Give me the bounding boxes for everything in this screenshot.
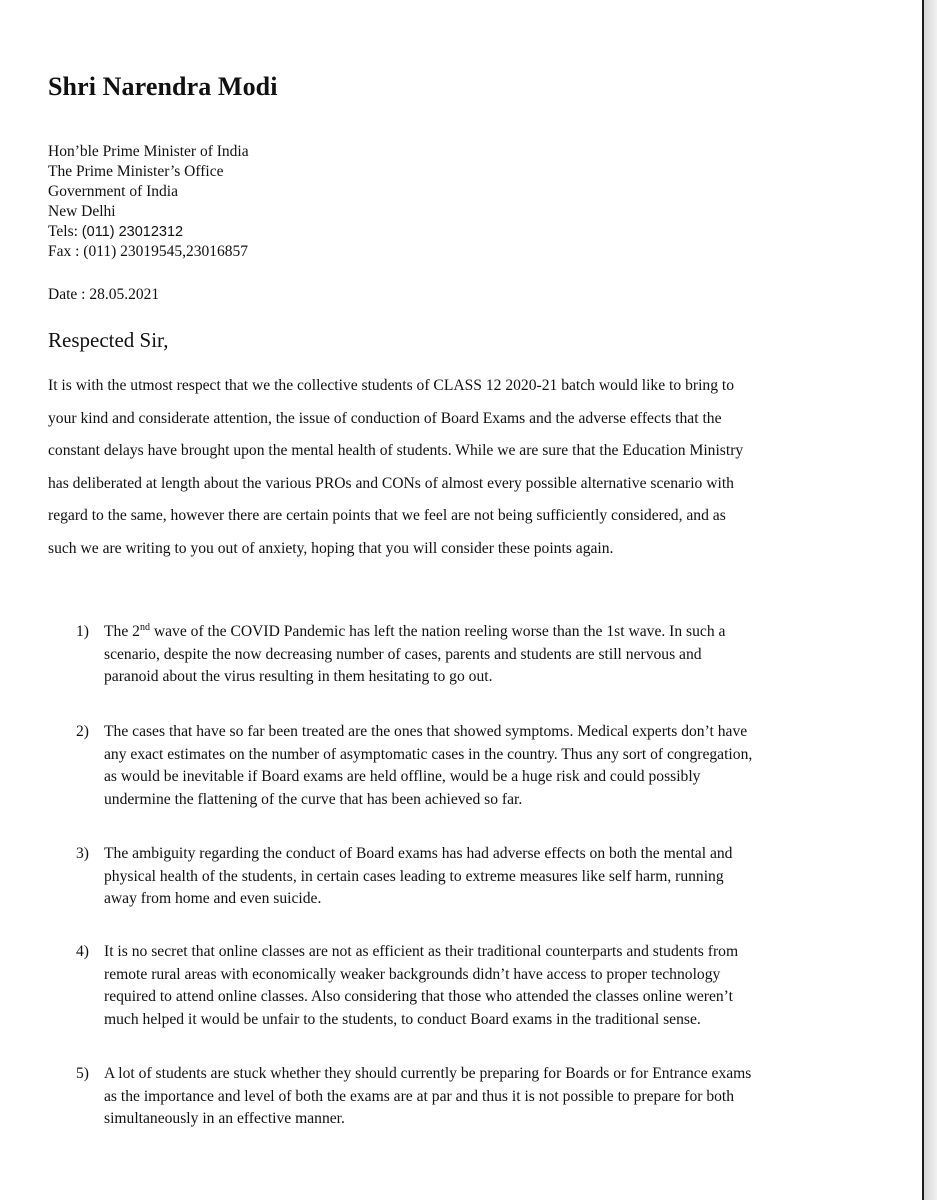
list-item-line: undermine the flattening of the curve that has been achieved so far.: [104, 790, 523, 808]
list-item-number: 1): [76, 623, 89, 640]
list-item-line: any exact estimates on the number of asymptomatic cases in the country. Thus any sort of congregation,: [104, 745, 753, 763]
list-item-text: [104, 621, 889, 689]
list-item-line: as would be inevitable if Board exams are held offline, would be a huge risk and could possibly: [104, 768, 701, 786]
intro-line: has deliberated at length about the various PROs and CONs of almost every possible alternative scenario with: [48, 474, 734, 492]
list-item-text: [104, 721, 889, 811]
list-item-line: away from home and even suicide.: [104, 890, 322, 908]
list-item-line: It is no secret that online classes are not as efficient as their traditional counterparts and students from: [104, 943, 739, 960]
telephone-label: Tels:: [48, 223, 82, 240]
intro-paragraph: [48, 370, 898, 566]
list-item-text-part: The 2: [104, 623, 140, 640]
list-item-line: as the importance and level of both the exams are at par and thus it is not possible to prepare for both: [104, 1087, 735, 1105]
telephone-number: (011) 23012312: [81, 224, 184, 240]
list-item-line: much helped it would be unfair to the students, to conduct Board exams in the traditional sense.: [104, 1010, 701, 1028]
list-item-line: The cases that have so far been treated are the ones that showed symptoms. Medical experts don’t have: [104, 723, 748, 740]
recipient-name-heading: Shri Narendra Modi: [48, 72, 278, 101]
list-item-text: [104, 941, 889, 1031]
list-item-line: A lot of students are stuck whether they should currently be preparing for Boards or for Entrance exams: [104, 1065, 752, 1082]
intro-line: It is with the utmost respect that we the collective students of CLASS 12 2020-21 batch would like to bring to: [48, 377, 735, 394]
ordinal-suffix: nd: [139, 621, 150, 633]
intro-line: your kind and considerate attention, the issue of conduction of Board Exams and the adverse effects that the: [48, 409, 722, 427]
list-item-line: simultaneously in an effective manner.: [104, 1110, 345, 1128]
list-item-line: The ambiguity regarding the conduct of Board exams has had adverse effects on both the mental and: [104, 845, 733, 862]
address-line: Hon’ble Prime Minister of India: [48, 143, 249, 160]
address-line: The Prime Minister’s Office: [48, 163, 224, 180]
list-item-number: 3): [76, 845, 89, 862]
list-item-number: 2): [76, 723, 89, 740]
list-item-text-part: wave of the COVID Pandemic has left the nation reeling worse than the 1st wave. In such a: [149, 623, 726, 640]
list-item-line: paranoid about the virus resulting in them hesitating to go out.: [104, 668, 493, 686]
list-item-text: [104, 1063, 889, 1131]
intro-line: regard to the same, however there are certain points that we feel are not being sufficiently considered, and as: [48, 507, 726, 525]
list-item-text: [104, 843, 889, 911]
address-line: New Delhi: [48, 203, 116, 220]
list-item-number: 4): [76, 943, 89, 960]
recipient-address-block: [48, 142, 249, 262]
salutation: Respected Sir,: [48, 328, 169, 352]
list-item-number: 5): [76, 1065, 89, 1082]
list-item-line: remote rural areas with economically weaker backgrounds didn’t have access to proper technology: [104, 965, 721, 983]
address-line: Government of India: [48, 183, 178, 200]
letter-date: Date : 28.05.2021: [48, 286, 160, 303]
list-item-line: required to attend online classes. Also considering that those who attended the classes online weren’t: [104, 988, 733, 1006]
intro-line: such we are writing to you out of anxiety, hoping that you will consider these points again.: [48, 539, 614, 557]
list-item-line: physical health of the students, in certain cases leading to extreme measures like self harm, running: [104, 867, 724, 885]
list-item-line: [104, 621, 889, 644]
telephone-line: [48, 222, 249, 242]
intro-line: constant delays have brought upon the mental health of students. While we are sure that the Education Ministry: [48, 442, 744, 460]
list-item-line: scenario, despite the now decreasing number of cases, parents and students are still nervous and: [104, 645, 702, 663]
page-edge-shadow: [924, 0, 937, 1200]
fax-line: Fax : (011) 23019545,23016857: [48, 243, 249, 260]
